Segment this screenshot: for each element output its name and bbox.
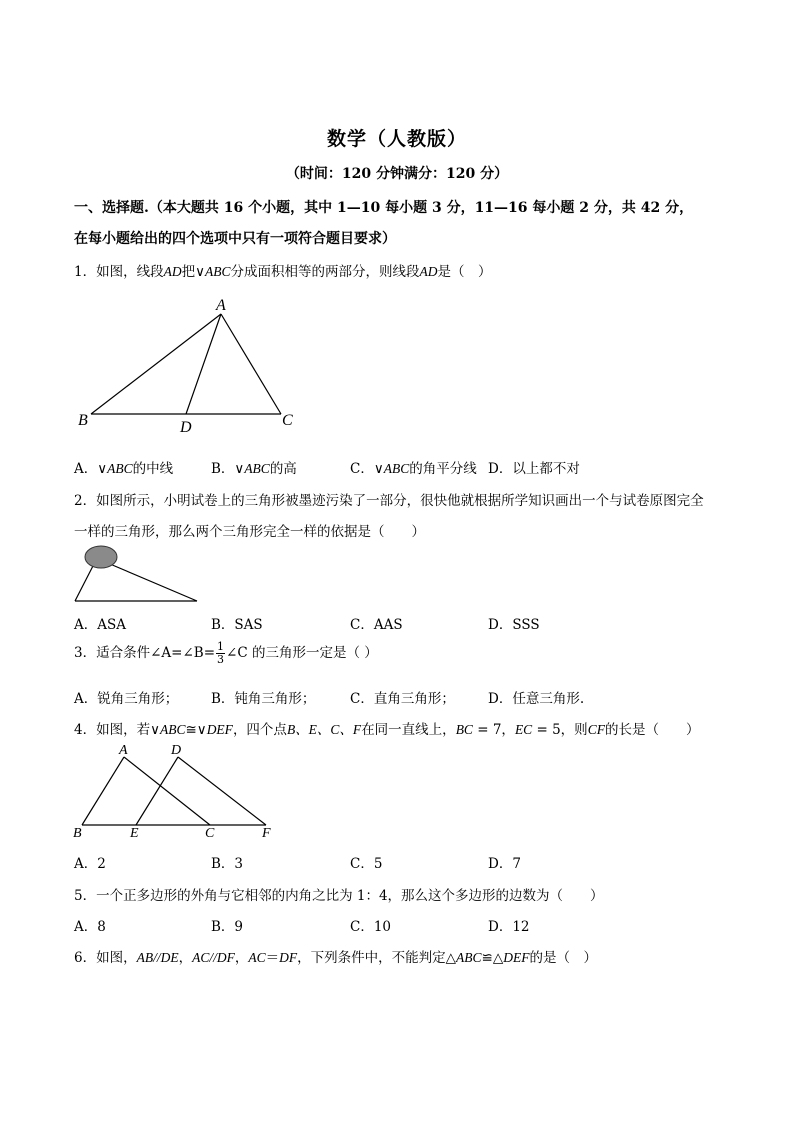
q1-option-c: C．∨ABC的角平分线 bbox=[350, 461, 477, 477]
q1-text: 1．如图，线段 bbox=[74, 264, 164, 280]
q2-figure bbox=[70, 542, 205, 605]
q1-option-d: D．以上都不对 bbox=[488, 461, 580, 477]
q2-option-d: D．SSS bbox=[488, 617, 540, 633]
q1-side-ac bbox=[221, 314, 281, 414]
q4-label-a: A bbox=[119, 743, 128, 758]
q3-option-b: B．钝角三角形； bbox=[211, 691, 316, 707]
page-title: 数学（人教版） bbox=[326, 128, 467, 150]
q1-figure bbox=[70, 293, 310, 435]
q2-option-c: C．AAS bbox=[350, 617, 403, 633]
q1-option-a: A．∨ABC的中线 bbox=[74, 461, 174, 477]
q4-side-ed bbox=[136, 757, 178, 825]
question-2-stem-line2: 一样的三角形，那么两个三角形完全一样的依据是（ ） bbox=[74, 524, 425, 540]
q1-segment-ad: AD bbox=[163, 264, 182, 279]
q2-option-a: A．ASA bbox=[74, 617, 126, 633]
section-heading-line1: 一、选择题.（本大题共 16 个小题，其中 1—10 每小题 3 分，11—16 每小题 2 分，共 42 分， bbox=[74, 200, 694, 216]
question-4-stem: 4．如图，若∨ABC≅∨DEF，四个点B、E、C、F在同一直线上，BC = 7，EC = 5，则CF的长是（ ） bbox=[74, 722, 700, 738]
q3-option-a: A．锐角三角形； bbox=[74, 691, 179, 707]
q1-label-d: D bbox=[180, 419, 192, 435]
q4-side-ba bbox=[82, 757, 124, 825]
q4-label-b: B bbox=[73, 826, 82, 840]
q3-option-d: D．任意三角形. bbox=[488, 691, 585, 707]
q2-side-left bbox=[75, 562, 95, 601]
q4-label-c: C bbox=[205, 826, 215, 840]
fraction-one-third: $\frac{1}{3}$ bbox=[217, 640, 225, 666]
q1-label-b: B bbox=[78, 412, 88, 429]
q1-triangle-abc: ABC bbox=[204, 264, 231, 279]
q1-option-b: B．∨ABC的高 bbox=[211, 461, 297, 477]
q5-option-a: A．8 bbox=[74, 919, 106, 935]
q4-side-df bbox=[178, 757, 266, 825]
q5-option-c: C．10 bbox=[350, 919, 392, 935]
q4-label-e: E bbox=[130, 826, 139, 840]
q5-option-b: B．9 bbox=[211, 919, 244, 935]
question-2-stem-line1: 2．如图所示，小明试卷上的三角形被墨迹污染了一部分，很快他就根据所学知识画出一个与试卷原图完全 bbox=[74, 493, 704, 509]
q1-text: 分成面积相等的两部分，则线段 bbox=[230, 264, 420, 280]
q1-segment-ad: AD bbox=[419, 264, 438, 279]
q4-label-f: F bbox=[262, 826, 271, 840]
question-6-stem: 6．如图，AB//DE，AC//DF，AC＝DF，下列条件中，不能判定△ABC≌△DEF的是（ ） bbox=[74, 950, 597, 966]
q4-option-c: C．5 bbox=[350, 856, 383, 872]
q1-text: 是（ ） bbox=[437, 264, 492, 280]
q5-option-d: D．12 bbox=[488, 919, 530, 935]
q3-option-c: C．直角三角形； bbox=[350, 691, 455, 707]
q4-figure bbox=[70, 740, 285, 840]
q4-option-d: D．7 bbox=[488, 856, 521, 872]
section-heading-line2: 在每小题给出的四个选项中只有一项符合题目要求） bbox=[74, 231, 396, 247]
q1-label-a: A bbox=[216, 297, 226, 314]
q4-side-ac bbox=[124, 757, 210, 825]
ink-blot bbox=[85, 546, 117, 568]
q1-label-c: C bbox=[282, 412, 293, 429]
question-1-stem bbox=[74, 260, 491, 280]
q1-segment-ad-line bbox=[186, 314, 221, 414]
q2-side-right bbox=[110, 564, 197, 601]
q4-option-b: B．3 bbox=[211, 856, 244, 872]
q2-option-b: B．SAS bbox=[211, 617, 263, 633]
q4-label-d: D bbox=[171, 743, 182, 758]
q4-option-a: A．2 bbox=[74, 856, 106, 872]
question-3-stem: 3．适合条件∠A=∠B= $\frac{1}{3}$ ∠C 的三角形一定是（ ） bbox=[74, 640, 378, 666]
exam-info: （时间：120 分钟满分：120 分） bbox=[285, 166, 509, 182]
question-5-stem: 5．一个正多边形的外角与它相邻的内角之比为 1：4，那么这个多边形的边数为（ ） bbox=[74, 888, 604, 904]
q1-text: 把∨ bbox=[181, 264, 205, 280]
q1-side-ab bbox=[91, 314, 221, 414]
